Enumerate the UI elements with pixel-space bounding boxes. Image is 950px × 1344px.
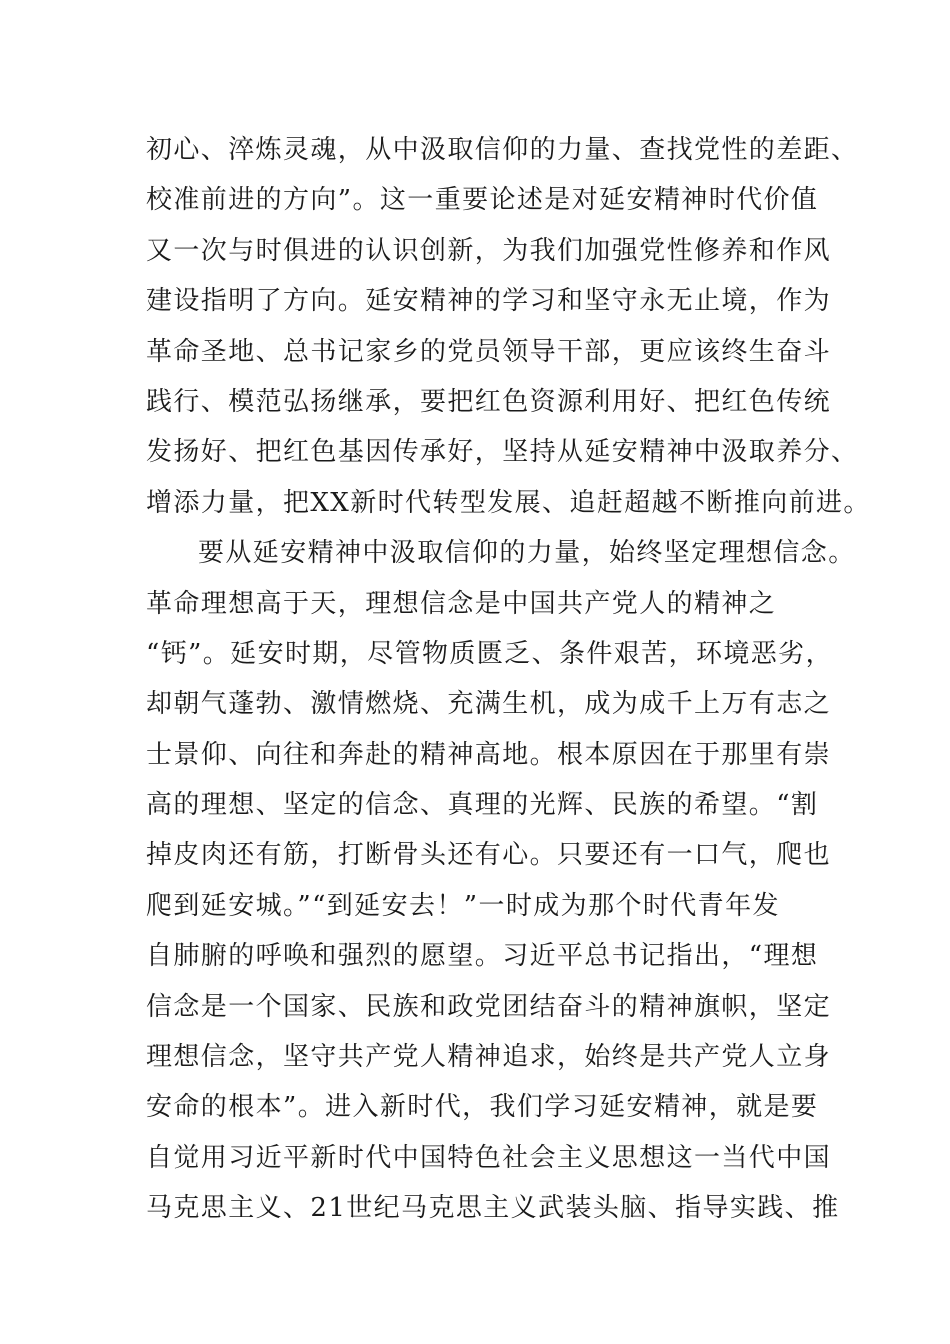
text-line: “钙”。延安时期，尽管物质匮乏、条件艰苦，环境恶劣，	[146, 638, 833, 669]
text-line: 自觉用习近平新时代中国特色社会主义思想这一当代中国	[146, 1142, 832, 1173]
text-line: 又一次与时俱进的认识创新，为我们加强党性修养和作风	[146, 235, 832, 266]
text-line: 增添力量，把XX新时代转型发展、追赶超越不断推向前进。	[146, 487, 871, 518]
text-line: 理想信念，坚守共产党人精神追求，始终是共产党人立身	[146, 1042, 832, 1073]
text-line: 建设指明了方向。延安精神的学习和坚守永无止境，作为	[146, 286, 832, 317]
text-line: 士景仰、向往和奔赴的精神高地。根本原因在于那里有崇	[146, 739, 832, 770]
text-line: 革命圣地、总书记家乡的党员领导干部，更应该终生奋斗	[146, 336, 832, 367]
text-line: 掉皮肉还有筋，打断骨头还有心。只要还有一口气，爬也	[146, 840, 832, 871]
text-line: 爬到延安城。”“到延安去！”一时成为那个时代青年发	[146, 890, 780, 921]
text-line: 践行、模范弘扬继承，要把红色资源利用好、把红色传统	[146, 386, 832, 417]
text-line: 自肺腑的呼唤和强烈的愿望。习近平总书记指出，“理想	[146, 941, 819, 972]
text-line: 高的理想、坚定的信念、真理的光辉、民族的希望。“割	[146, 790, 819, 821]
body-text	[146, 125, 871, 1234]
text-line: 信念是一个国家、民族和政党团结奋斗的精神旗帜，坚定	[146, 991, 832, 1022]
text-line: 发扬好、把红色基因传承好，坚持从延安精神中汲取养分、	[146, 437, 859, 468]
text-line: 革命理想高于天，理想信念是中国共产党人的精神之	[146, 588, 777, 619]
text-line: 却朝气蓬勃、激情燃烧、充满生机，成为成千上万有志之	[146, 689, 832, 720]
paragraph-first-line: 要从延安精神中汲取信仰的力量，始终坚定理想信念。	[198, 538, 856, 569]
text-line: 初心、淬炼灵魂，从中汲取信仰的力量、查找党性的差距、	[146, 135, 859, 165]
text-line: 校准前进的方向”。这一重要论述是对延安精神时代价值	[146, 185, 819, 216]
text-line: 马克思主义、21世纪马克思主义武装头脑、指导实践、推	[146, 1193, 840, 1224]
text-line: 安命的根本”。进入新时代，我们学习延安精神，就是要	[146, 1092, 819, 1123]
